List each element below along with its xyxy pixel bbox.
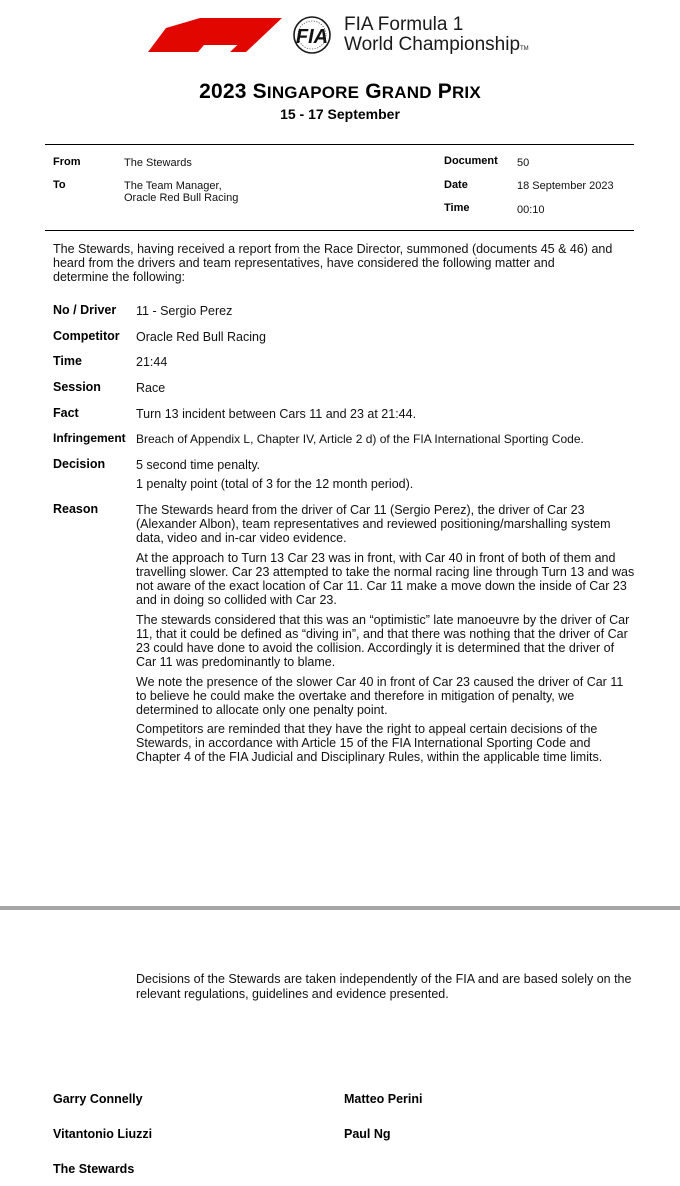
date-value: 18 September 2023 — [517, 180, 614, 192]
brand-title-line1 — [344, 15, 463, 35]
document-value: 50 — [517, 157, 530, 169]
competitor-value: Oracle Red Bull Racing — [136, 330, 266, 344]
from-label: From — [53, 156, 81, 168]
trademark-mark: TM — [520, 46, 529, 52]
footer-divider — [0, 906, 680, 910]
infringement-label: Infringement — [53, 431, 126, 445]
f1-logo — [142, 14, 284, 54]
steward-signature-1: Garry Connelly — [53, 1092, 143, 1106]
steward-signature-2: Matteo Perini — [344, 1092, 423, 1106]
fia-logo — [284, 16, 340, 54]
title-word3-initial: P — [437, 80, 452, 103]
time-label: Time — [444, 202, 470, 214]
from-value: The Stewards — [124, 157, 192, 169]
reason-paragraph-4: We note the presence of the slower Car 40 in front of Car 23 caused the driver of Car 11 to believe he could make the overtake and therefore in mitigation of penalty, we determined to allocate only one penalty point. — [136, 675, 624, 717]
reason-paragraph-1: The Stewards heard from the driver of Car 11 (Sergio Perez), the driver of Car 23 (Alexander Albon), team representatives and reviewed positioning/marshalling system data, video and in-car video evidence. — [136, 503, 611, 545]
title-word2-initial: G — [365, 80, 382, 103]
disclaimer-text: Decisions of the Stewards are taken independently of the FIA and are based solely on the relevant regulations, guidelines and evidence presented. — [136, 972, 632, 1001]
title-word1-initial: S — [252, 80, 267, 103]
reason-paragraph-2: At the approach to Turn 13 Car 23 was in front, with Car 40 in front of both of them and travelling slower. Car 23 attempted to take the normal racing line through Turn 13 and was not aware of the exact location of Car 11. Car 11 make a move down the inside of Car 23 and in doing so collided with Car 23. — [136, 551, 635, 607]
to-value-line1: The Team Manager, — [124, 180, 222, 192]
header-rule-bottom — [45, 230, 634, 231]
steward-signature-4: Paul Ng — [344, 1127, 391, 1141]
title-year: 2023 — [199, 80, 247, 103]
decision-line2: 1 penalty point (total of 3 for the 12 month period). — [136, 477, 414, 491]
title-word1-rest: INGAPORE — [266, 83, 360, 102]
intro-paragraph: The Stewards, having received a report from the Race Director, summoned (documents 45 & 46) and heard from the drivers and team representatives, have considered the following matter and determine the following: — [53, 242, 613, 284]
session-value: Race — [136, 381, 166, 395]
decision-line1: 5 second time penalty. — [136, 458, 261, 472]
incident-time-value: 21:44 — [136, 355, 168, 369]
fact-value: Turn 13 incident between Cars 11 and 23 at 21:44. — [136, 407, 417, 421]
brand-title-line2 — [344, 35, 529, 59]
steward-signature-3: Vitantonio Liuzzi — [53, 1127, 153, 1141]
event-title — [0, 80, 680, 104]
driver-value: 11 - Sergio Perez — [136, 304, 233, 318]
stewards-footer-label: The Stewards — [53, 1162, 135, 1176]
document-label: Document — [444, 155, 498, 167]
driver-label: No / Driver — [53, 303, 117, 317]
date-label: Date — [444, 179, 468, 191]
title-word3-rest: RIX — [451, 83, 481, 102]
reason-label: Reason — [53, 502, 99, 516]
session-label: Session — [53, 380, 101, 394]
time-value: 00:10 — [517, 204, 545, 216]
reason-paragraph-3: The stewards considered that this was an “optimistic” late manoeuvre by the driver of Car 11, that it could be defined as “diving in”, and that there was nothing that the driver of Car 23 could have done to avoid the collision. Accordingly it is determined that the driver of Car 11 was predominantly to blame. — [136, 613, 630, 669]
title-word2-rest: RAND — [381, 83, 432, 102]
decision-label: Decision — [53, 457, 106, 471]
incident-time-label: Time — [53, 354, 82, 368]
brand-line1-text: FIA Formula 1 — [344, 14, 464, 35]
to-label: To — [53, 179, 66, 191]
fia-mark-text: FIA — [295, 26, 329, 48]
fact-label: Fact — [53, 406, 79, 420]
infringement-value: Breach of Appendix L, Chapter IV, Article 2 d) of the FIA International Sporting Code. — [136, 432, 584, 446]
brand-line2-text: World Championship — [344, 34, 521, 55]
reason-paragraph-5: Competitors are reminded that they have the right to appeal certain decisions of the Stewards, in accordance with Article 15 of the FIA International Sporting Code and Chapter 4 of the FIA Judicial and Disciplinary Rules, within the applicable time limits. — [136, 722, 603, 764]
to-value-line2: Oracle Red Bull Racing — [124, 192, 239, 204]
header-rule-top — [45, 144, 634, 145]
event-dates: 15 - 17 September — [280, 106, 400, 122]
competitor-label: Competitor — [53, 329, 120, 343]
